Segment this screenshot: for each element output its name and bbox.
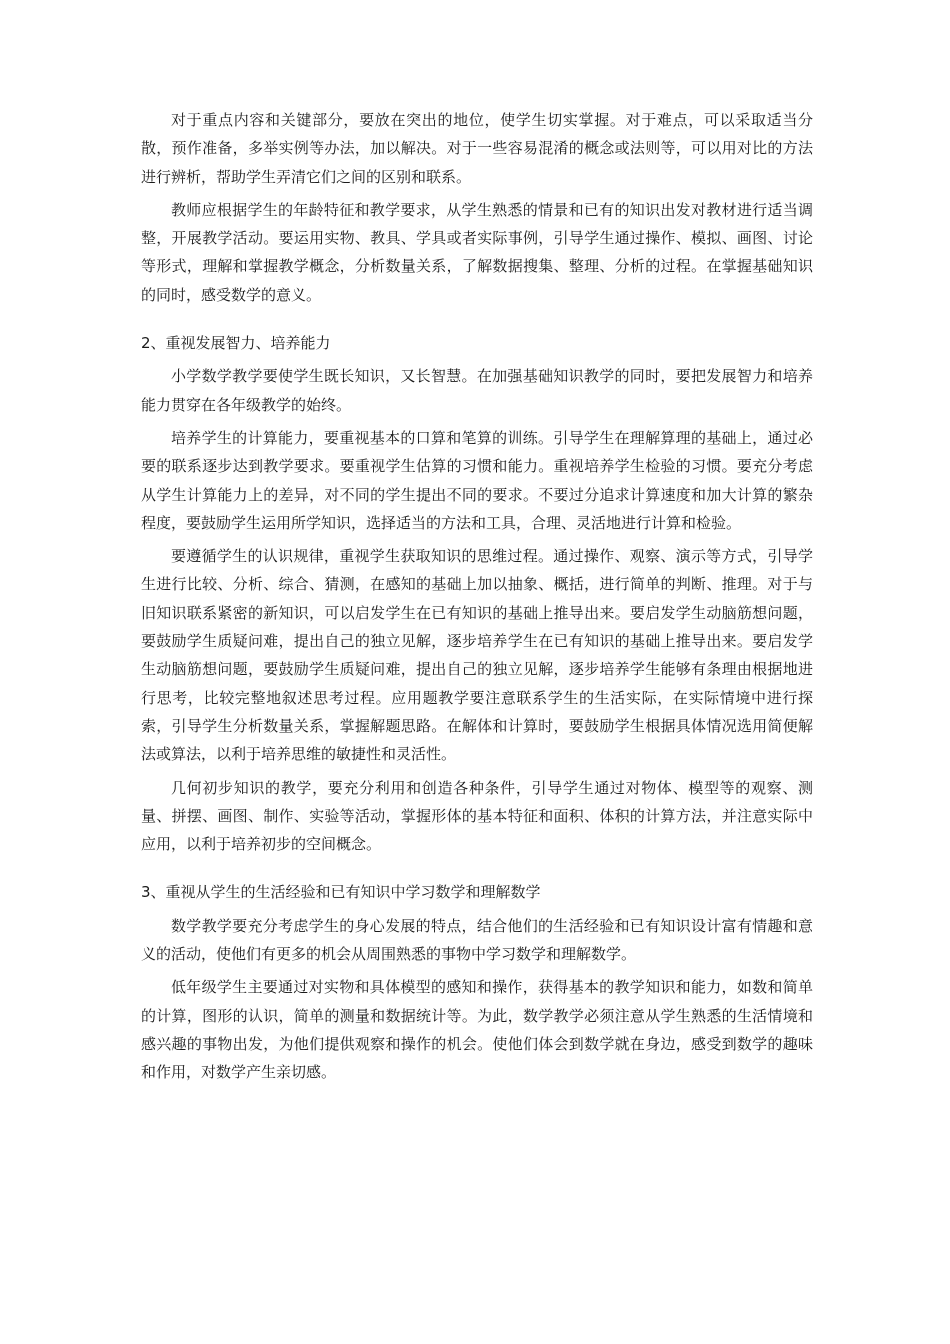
paragraph: 数学教学要充分考虑学生的身心发展的特点，结合他们的生活经验和已有知识设计富有情趣和意义的活动，使他们有更多的机会从周围熟悉的事物中学习数学和理解数学。 (141, 916, 813, 964)
paragraph: 低年级学生主要通过对实物和具体模型的感知和操作，获得基本的教学知识和能力，如数和简单的计算，图形的认识，简单的测量和数据统计等。为此，数学教学必须注意从学生熟悉的生活情境和感兴趣的事物出发，为他们提供观察和操作的机会。使他们体会到数学就在身边，感受到数学的趣味和作用，对数学产生亲切感。 (141, 978, 813, 1082)
paragraph: 对于重点内容和关键部分，要放在突出的地位，使学生切实掌握。对于难点，可以采取适当分散，预作准备，多举实例等办法，加以解决。对于一些容易混淆的概念或法则等，可以用对比的方法进行辨析，帮助学生弄清它们之间的区别和联系。 (141, 111, 813, 186)
paragraph: 小学数学教学要使学生既长知识，又长智慧。在加强基础知识教学的同时，要把发展智力和培养能力贯穿在各年级教学的始终。 (141, 367, 813, 414)
section-heading: 3、重视从学生的生活经验和已有知识中学习数学和理解数学 (141, 883, 541, 902)
paragraph: 教师应根据学生的年龄特征和教学要求，从学生熟悉的情景和已有的知识出发对教材进行适当调整，开展教学活动。要运用实物、教具、学具或者实际事例，引导学生通过操作、模拟、画图、讨论等形式，理解和掌握教学概念，分析数量关系，了解数据搜集、整理、分析的过程。在掌握基础知识的同时，感受数学的意义。 (141, 200, 813, 304)
section-heading: 2、重视发展智力、培养能力 (141, 334, 331, 353)
paragraph: 要遵循学生的认识规律，重视学生获取知识的思维过程。通过操作、观察、演示等方式，引导学生进行比较、分析、综合、猜测，在感知的基础上加以抽象、概括，进行简单的判断、推理。对于与旧知识联系紧密的新知识，可以启发学生在已有知识的基础上推导出来。要启发学生动脑筋想问题，要鼓励学生质疑问难，提出自己的独立见解，逐步培养学生在已有知识的基础上推导出来。要启发学生动脑筋想问题，要鼓励学生质疑问难，提出自己的独立见解，逐步培养学生能够有条理由根据地进行思考，比较完整地叙述思考过程。应用题教学要注意联系学生的生活实际，在实际情境中进行探索，引导学生分析数量关系，掌握解题思路。在解体和计算时，要鼓励学生根据具体情况选用简便解法或算法，以利于培养思维的敏捷性和灵活性。 (141, 547, 813, 764)
paragraph: 培养学生的计算能力，要重视基本的口算和笔算的训练。引导学生在理解算理的基础上，通过必要的联系逐步达到教学要求。要重视学生估算的习惯和能力。重视培养学生检验的习惯。要充分考虑从学生计算能力上的差异，对不同的学生提出不同的要求。不要过分追求计算速度和加大计算的繁杂程度，要鼓励学生运用所学知识，选择适当的方法和工具，合理、灵活地进行计算和检验。 (141, 428, 813, 532)
document-body (141, 106, 813, 1092)
paragraph: 几何初步知识的教学，要充分利用和创造各种条件，引导学生通过对物体、模型等的观察、测量、拼摆、画图、制作、实验等活动，掌握形体的基本特征和面积、体积的计算方法，并注意实际中应用，以利于培养初步的空间概念。 (141, 778, 813, 854)
